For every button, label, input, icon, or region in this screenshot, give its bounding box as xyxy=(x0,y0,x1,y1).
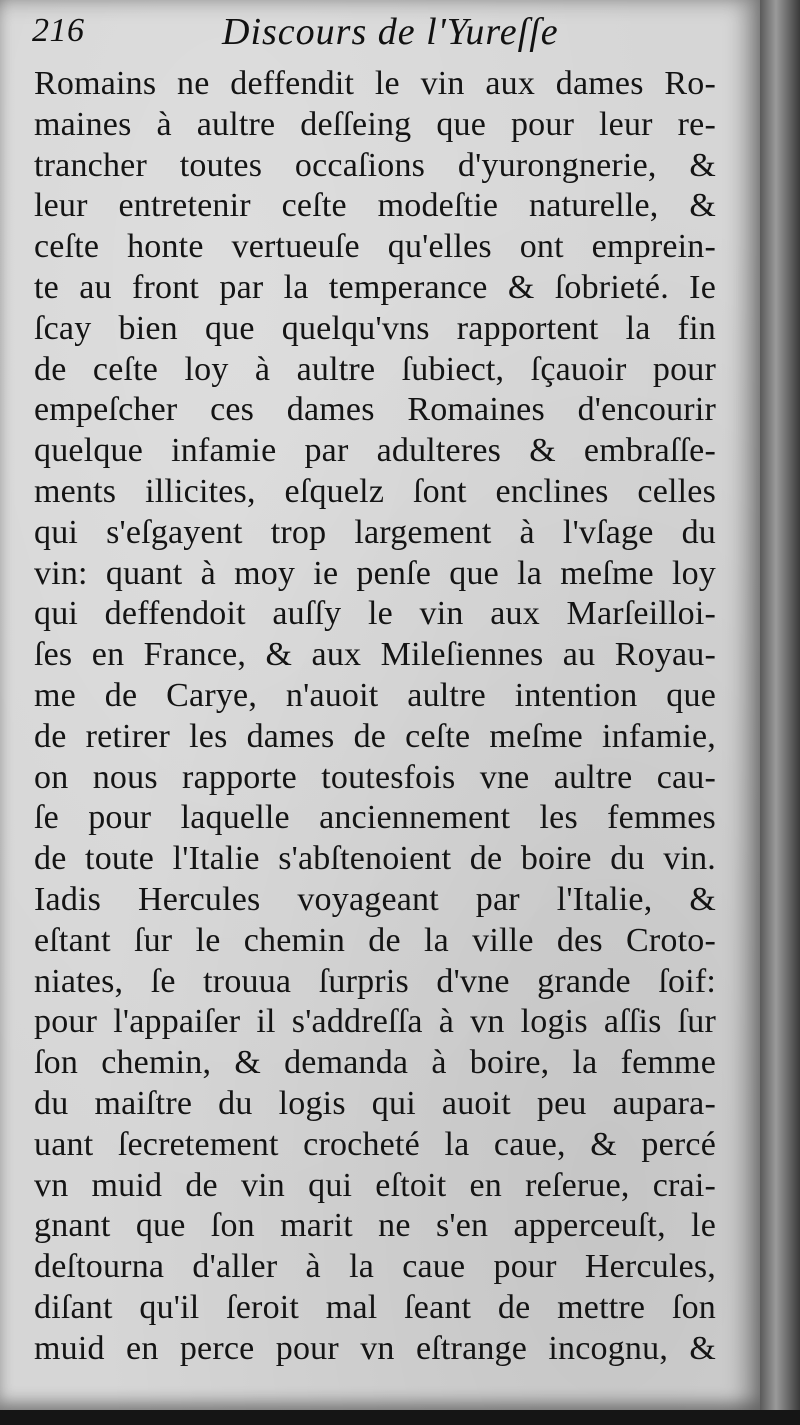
text-line: me de Carye, n'auoit aultre intention que xyxy=(34,676,716,714)
text-line: qui deffendoit auſſy le vin aux Marſeilloi- xyxy=(34,595,716,633)
text-line: quelque infamie par adulteres & embraſſe- xyxy=(34,432,716,470)
text-line: ceſte honte vertueuſe qu'elles ont emprein- xyxy=(34,228,716,266)
text-line: leur entretenir ceſte modeſtie naturelle, & xyxy=(34,187,716,225)
text-line: niates, ſe trouua ſurpris d'vne grande ſoif: xyxy=(34,962,716,1000)
text-line: trancher toutes occaſions d'yurongnerie, & xyxy=(34,146,716,184)
text-line: qui s'eſgayent trop largement à l'vſage du xyxy=(34,513,716,551)
text-line: ſon chemin, & demanda à boire, la femme xyxy=(34,1044,716,1082)
text-line: ſes en France, & aux Mileſiennes au Royau- xyxy=(34,636,716,674)
text-line: empeſcher ces dames Romaines d'encourir xyxy=(34,391,716,429)
page-bottom-edge xyxy=(0,1410,800,1425)
text-line: vin: quant à moy ie penſe que la meſme loy xyxy=(34,554,716,592)
running-title: Discours de l'Yureſſe xyxy=(222,11,559,53)
page-number: 216 xyxy=(32,12,85,49)
text-line: ments illicites, eſquelz ſont enclines celles xyxy=(34,472,716,510)
text-line: Iadis Hercules voyageant par l'Italie, & xyxy=(34,880,716,918)
text-line: de ceſte loy à aultre ſubiect, ſçauoir pour xyxy=(34,350,716,388)
text-line: ſcay bien que quelqu'vns rapportent la fin xyxy=(34,309,716,347)
text-line: de toute l'Italie s'abſtenoient de boire du vin. xyxy=(34,840,716,878)
text-line: eſtant ſur le chemin de la ville des Croto- xyxy=(34,921,716,959)
text-line: maines à aultre deſſeing que pour leur re- xyxy=(34,105,716,143)
text-line: deſtourna d'aller à la caue pour Hercules, xyxy=(34,1248,716,1286)
text-line: vn muid de vin qui eſtoit en reſerue, crai- xyxy=(34,1166,716,1204)
text-line: diſant qu'il ſeroit mal ſeant de mettre ſon xyxy=(34,1288,716,1326)
text-line: pour l'appaiſer il s'addreſſa à vn logis aſſis ſur xyxy=(34,1003,716,1041)
page-edge-shadow xyxy=(760,0,800,1425)
text-line: uant ſecretement crocheté la caue, & percé xyxy=(34,1125,716,1163)
text-line: du maiſtre du logis qui auoit peu aupara- xyxy=(34,1084,716,1122)
text-line: gnant que ſon marit ne s'en apperceuſt, le xyxy=(34,1207,716,1245)
text-line: on nous rapporte toutesfois vne aultre cau- xyxy=(34,758,716,796)
page-header xyxy=(32,8,732,62)
text-line: Romains ne deffendit le vin aux dames Ro- xyxy=(34,65,716,102)
text-line: ſe pour laquelle anciennement les femmes xyxy=(34,799,716,837)
text-line: de retirer les dames de ceſte meſme infamie, xyxy=(34,717,716,755)
body-text xyxy=(34,64,716,1370)
text-line: te au front par la temperance & ſobrieté. Ie xyxy=(34,268,716,306)
text-line: muid en perce pour vn eſtrange incognu, & xyxy=(34,1329,716,1367)
